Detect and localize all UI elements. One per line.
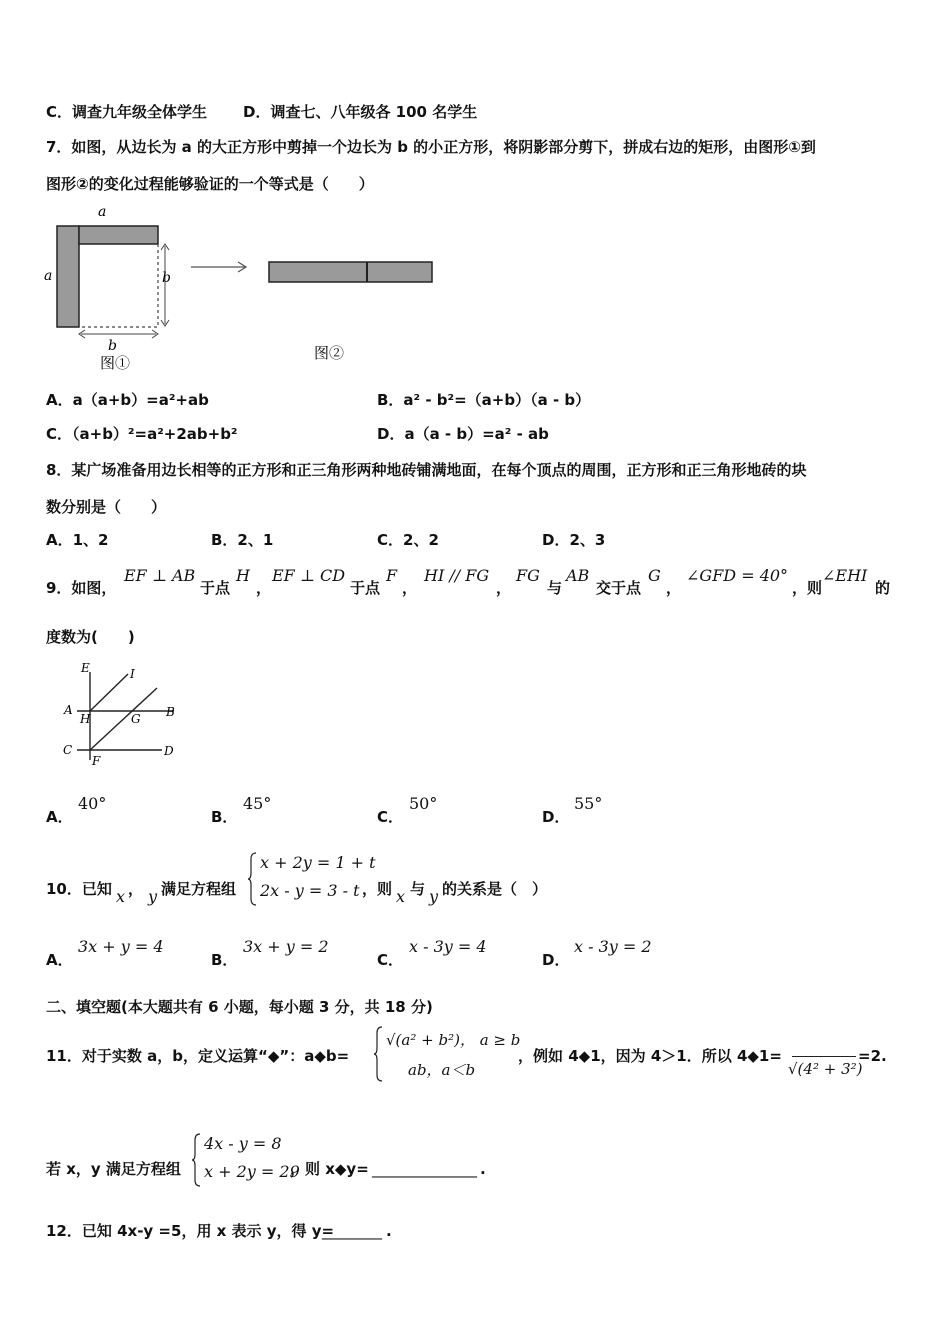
transform-arrow <box>191 262 246 272</box>
label-a: A <box>64 703 73 717</box>
q9-option-b-value: 45° <box>243 794 272 813</box>
q10-var-x2: x <box>396 887 406 906</box>
q10-text-satisfy: 满足方程组 <box>161 880 237 898</box>
q6-option-c: C．调查九年级全体学生 <box>46 103 208 121</box>
q11-question-text: ，则 x◆y= <box>290 1160 369 1178</box>
q11-period: . <box>480 1160 486 1178</box>
q10-equation-1: x + 2y = 1 + t <box>260 853 376 872</box>
q9-comma-2: ， <box>402 579 418 597</box>
label-i: I <box>130 667 135 681</box>
q9-comma-3: ， <box>496 579 512 597</box>
q10-number: 10．已知 <box>46 880 112 898</box>
q9-figure <box>58 660 188 772</box>
q10-option-b-label: B． <box>211 951 238 969</box>
q11-equation-1: 4x - y = 8 <box>204 1134 282 1153</box>
q10-option-d-value: x - 3y = 2 <box>574 937 652 956</box>
q9-option-c-label: C． <box>377 808 404 826</box>
label-h: H <box>80 712 91 726</box>
q7-option-c: C．（a+b）²=a²+2ab+b² <box>46 425 238 443</box>
q9-option-d-value: 55° <box>574 794 603 813</box>
q9-number: 9．如图， <box>46 579 117 597</box>
q11-equation-2: x + 2y = 29 <box>204 1162 300 1181</box>
q10-var-y: y <box>148 887 158 906</box>
section-2-title: 二、填空题(本大题共有 6 小题，每小题 3 分，共 18 分) <box>46 998 433 1016</box>
q11-definition-text: 11．对于实数 a，b，定义运算“◆”：a◆b= <box>46 1047 350 1065</box>
q8-stem-line1: 8．某广场准备用边长相等的正方形和正三角形两种地砖铺满地面，在每个顶点的周围，正方形和正三角形地砖的块 <box>46 461 807 479</box>
q12-text: 12．已知 4x-y =5，用 x 表示 y，得 y= <box>46 1222 335 1240</box>
q7-figure-2 <box>269 262 432 362</box>
q10-option-b-value: 3x + y = 2 <box>243 937 329 956</box>
label-b-right: b <box>162 270 171 286</box>
q10-comma: ， <box>128 880 144 898</box>
line-hi <box>90 674 128 711</box>
q10-var-y2: y <box>429 887 439 906</box>
q11-fraction-denominator: √(4² + 3²) <box>788 1060 863 1078</box>
label-g: G <box>131 712 141 726</box>
cut-square-outline <box>79 244 158 327</box>
q10-var-x: x <box>116 887 126 906</box>
figure-2-caption: 图② <box>314 344 345 362</box>
q11-case-2: ab，a＜b <box>408 1061 476 1079</box>
q7-figure-1 <box>44 204 171 372</box>
label-b-bottom: b <box>108 338 117 354</box>
q11-fraction-bar <box>792 1056 856 1057</box>
q9-option-a-label: A． <box>46 808 73 826</box>
q11-case-1: √(a² + b²)， a ≥ b <box>386 1031 521 1049</box>
q9-math-fg: FG <box>516 566 540 585</box>
shaded-horizontal-strip <box>79 226 158 244</box>
q11-answer-blank[interactable]: ______________ <box>372 1160 477 1178</box>
q10-option-a-value: 3x + y = 4 <box>78 937 164 956</box>
q11-example-text: ，例如 4◆1，因为 4＞1．所以 4◆1= <box>518 1047 782 1065</box>
q11-system-text: 若 x，y 满足方程组 <box>46 1160 181 1178</box>
label-e: E <box>81 661 90 675</box>
q6-option-d: D．调查七、八年级各 100 名学生 <box>243 103 478 121</box>
q9-math-ef-perp-ab: EF ⊥ AB <box>124 566 196 585</box>
q8-stem-line2: 数分别是（ ） <box>46 498 167 516</box>
q9-comma-1: ， <box>256 579 272 597</box>
q9-text-yudian-1: 于点 <box>200 579 231 597</box>
q7-option-a: A．a（a+b）=a²+ab <box>46 391 209 409</box>
q10-option-c-label: C． <box>377 951 404 969</box>
q9-text-yudian-2: 于点 <box>350 579 381 597</box>
q10-option-c-value: x - 3y = 4 <box>409 937 487 956</box>
label-b: B <box>166 705 175 719</box>
q8-option-c: C．2、2 <box>377 531 439 549</box>
q10-option-d-label: D． <box>542 951 570 969</box>
q9-text-jiaoyudian: 交于点 <box>596 579 642 597</box>
figure-1-caption: 图① <box>100 354 131 372</box>
q9-math-f: F <box>386 566 398 585</box>
label-a-left: a <box>44 268 53 284</box>
q9-math-angle-gfd: ∠GFD = 40° <box>686 566 789 585</box>
q9-option-d-label: D． <box>542 808 570 826</box>
q8-option-b: B．2、1 <box>211 531 274 549</box>
q10-text-and: 与 <box>410 880 426 898</box>
q11-system-brace <box>191 1132 203 1188</box>
q9-math-hi-parallel-fg: HI // FG <box>424 566 490 585</box>
q11-result: =2. <box>858 1047 887 1065</box>
q12-period: . <box>386 1222 392 1240</box>
q10-text-then: ，则 <box>362 880 393 898</box>
q7-stem-line2: 图形②的变化过程能够验证的一个等式是（ ） <box>46 175 374 193</box>
q9-option-a-value: 40° <box>78 794 107 813</box>
q7-option-d: D．a（a - b）=a² - ab <box>377 425 549 443</box>
q11-piecewise-brace <box>373 1025 385 1083</box>
rectangle-2 <box>269 262 432 282</box>
q7-option-b: B．a² - b²=（a+b）（a - b） <box>377 391 591 409</box>
q9-math-angle-ehi: ∠EHI <box>822 566 868 585</box>
q10-option-a-label: A． <box>46 951 73 969</box>
q10-text-relation: 的关系是（ ） <box>442 880 548 898</box>
q9-stem-line2: 度数为( ) <box>46 628 135 646</box>
line-fg <box>90 688 157 750</box>
q7-figure <box>40 200 450 380</box>
q9-math-ef-perp-cd: EF ⊥ CD <box>272 566 346 585</box>
q9-option-c-value: 50° <box>409 794 438 813</box>
q8-option-d: D．2、3 <box>542 531 606 549</box>
q9-comma-4: ， <box>666 579 682 597</box>
label-d: D <box>164 744 174 758</box>
q9-math-ab: AB <box>566 566 590 585</box>
q10-system-brace <box>247 851 259 907</box>
label-f: F <box>92 754 101 768</box>
label-c: C <box>63 743 73 757</box>
q9-option-b-label: B． <box>211 808 238 826</box>
q12-answer-blank[interactable]: ________ <box>322 1222 382 1240</box>
q9-math-h: H <box>236 566 250 585</box>
q9-text-de: 的 <box>875 579 891 597</box>
q8-option-a: A．1、2 <box>46 531 109 549</box>
q9-math-g: G <box>648 566 661 585</box>
label-a-top: a <box>98 204 107 220</box>
q7-stem-line1: 7．如图，从边长为 a 的大正方形中剪掉一个边长为 b 的小正方形，将阴影部分剪下，拼成右边的矩形，由图形①到 <box>46 138 816 156</box>
q9-text-yu: 与 <box>547 579 563 597</box>
q10-equation-2: 2x - y = 3 - t <box>260 881 360 900</box>
q9-text-ze: ，则 <box>792 579 823 597</box>
shaded-vertical-strip <box>57 226 79 327</box>
